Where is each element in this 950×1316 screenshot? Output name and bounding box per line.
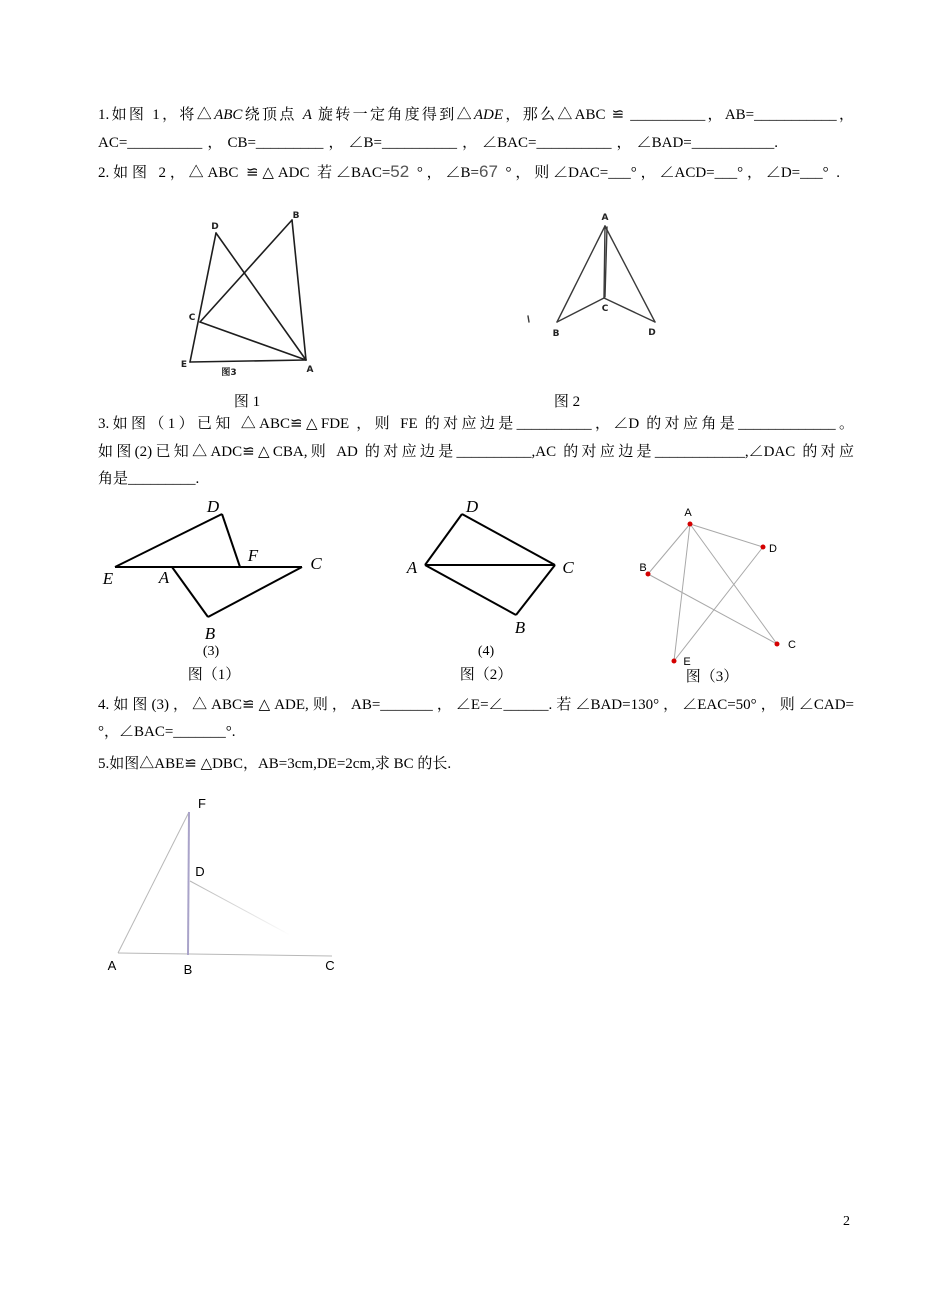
figure-q3-3-segment-bc xyxy=(648,574,777,644)
figure-q3-1-segment-ab xyxy=(172,567,208,617)
question-3-line-3: 角是_________. xyxy=(98,471,200,487)
figure-q3-2-label-c: C xyxy=(562,558,574,577)
figure-q3-1-label-f: F xyxy=(247,546,259,565)
figure-2-segment-ad xyxy=(605,226,655,322)
figure-5-label-f: F xyxy=(198,796,206,811)
figure-5-segment-fb xyxy=(188,812,189,955)
figure-2-segment-cd xyxy=(601,298,655,322)
figure-q3-3 xyxy=(639,507,796,668)
figure-1-segment-ab xyxy=(292,220,306,360)
figure-5-label-b: B xyxy=(183,962,193,977)
q1-vertex-a: A xyxy=(302,107,312,123)
figure-5-label-d: D xyxy=(195,864,205,879)
q1-text: 绕顶点 xyxy=(242,107,303,123)
figure-q3-1-subcaption: (3) xyxy=(202,644,220,659)
figure-q3-1-segment-bc xyxy=(208,567,302,617)
figure-q3-1-caption: 图（1） xyxy=(187,667,241,683)
figure-5-segment-af xyxy=(118,812,189,953)
figure-q3-3-segment-ab xyxy=(648,524,690,574)
figure-1-caption: 图 1 xyxy=(233,394,261,410)
q2-angle-bac-value: 52 xyxy=(390,162,410,181)
figure-1-segment-ad xyxy=(216,233,306,360)
q2-text: °，∠B= xyxy=(409,165,480,181)
figure-q3-1-label-c: C xyxy=(310,554,322,573)
question-3-line-2: 如图(2)已知△ADC≌△CBA,则 AD 的对应边是__________,AC 的对应边是____________,∠DAC 的对应 xyxy=(98,444,854,460)
figure-q3-3-label-a: A xyxy=(684,507,692,519)
figure-1-label-d: D xyxy=(211,222,219,232)
figure-1-segment-ea xyxy=(190,360,306,362)
figure-q3-1-label-e: E xyxy=(102,569,114,588)
figure-q3-2-segment-dc xyxy=(462,514,555,565)
question-1-line-2: AC=__________，CB=_________，∠B=__________，∠BAC=__________，∠BAD=___________. xyxy=(98,135,778,151)
figure-1-segment-ca xyxy=(200,322,306,360)
q1-triangle-ade: ADE xyxy=(473,107,504,123)
figure-2-label-a: A xyxy=(601,213,609,223)
figure-2-label-b: B xyxy=(552,329,560,339)
figure-5 xyxy=(108,796,335,977)
figure-q3-1 xyxy=(102,497,323,643)
figure-1-label-e: E xyxy=(180,360,188,370)
question-4-line-2: °，∠BAC=_______°. xyxy=(98,724,236,740)
figure-q3-2-label-a: A xyxy=(406,558,418,577)
figure-2-label-d: D xyxy=(648,328,656,338)
figure-5-segment-ac xyxy=(118,953,332,956)
q1-text: ，那么△ABC ≌ __________，AB=___________， xyxy=(503,107,854,123)
figure-q3-3-segment-ad xyxy=(690,524,763,547)
q2-angle-b-value: 67 xyxy=(479,162,498,181)
q2-text: °，则∠DAC=___°，∠ACD=___°，∠D=___° . xyxy=(497,165,841,181)
figure-1-inner-caption: 图3 xyxy=(221,368,237,378)
figure-q3-3-point-a xyxy=(688,522,693,527)
figure-2-stray-mark xyxy=(528,316,529,322)
question-4-line-1: 4.如图(3)，△ABC≌△ADE,则，AB=_______，∠E=∠______.若∠BAD=130°，∠EAC=50°，则∠CAD= xyxy=(98,697,854,713)
figure-q3-2-segment-bc xyxy=(516,565,555,615)
figure-q3-3-label-c: C xyxy=(788,639,796,651)
page-number: 2 xyxy=(843,1214,850,1229)
figure-q3-1-label-a: A xyxy=(158,568,170,587)
figure-q3-3-label-e: E xyxy=(683,656,691,668)
figure-q3-3-caption: 图（3） xyxy=(685,669,739,685)
figure-q3-2-segment-ab xyxy=(425,565,516,615)
figure-q3-3-point-c xyxy=(775,642,780,647)
figure-q3-2-caption: 图（2） xyxy=(459,667,513,683)
figure-q3-3-label-d: D xyxy=(769,543,777,555)
q2-text: 2.如图 2，△ABC ≌△ADC 若∠BAC= xyxy=(98,165,391,181)
figure-q3-1-segment-ed xyxy=(115,514,222,567)
figure-q3-2 xyxy=(406,497,575,637)
figure-2-caption: 图 2 xyxy=(553,394,581,410)
question-3-line-1: 3.如图（1）已知 △ABC≌△FDE ，则 FE 的对应边是__________，∠D 的对应角是_____________。 xyxy=(98,416,854,432)
figure-q3-2-subcaption: (4) xyxy=(477,644,495,659)
figure-2-segment-bc xyxy=(557,298,604,322)
figure-q3-1-label-b: B xyxy=(204,624,216,643)
figure-q3-3-point-e xyxy=(672,659,677,664)
question-5-line: 5.如图△ABE≌ △DBC，AB=3cm,DE=2cm,求 BC 的长. xyxy=(98,756,452,772)
q1-text: 1.如图 1，将△ xyxy=(98,107,215,123)
figure-5-label-c: C xyxy=(325,958,335,973)
figure-5-label-a: A xyxy=(107,958,117,973)
figure-q3-2-segment-ad xyxy=(425,514,462,565)
figure-1-segment-bc xyxy=(200,220,292,322)
figure-1-label-a: A xyxy=(306,365,314,375)
figure-2-segment-ab xyxy=(557,226,605,322)
figure-1-label-b: B xyxy=(292,211,300,221)
figure-2 xyxy=(528,213,656,339)
figure-q3-2-label-b: B xyxy=(514,618,526,637)
figure-1-label-c: C xyxy=(188,313,196,323)
q1-triangle-abc: ABC xyxy=(214,107,243,123)
figure-q3-1-label-d: D xyxy=(206,497,220,516)
figure-q3-3-label-b: B xyxy=(639,562,647,574)
figure-q3-1-segment-df xyxy=(222,514,240,567)
figure-1-segment-de xyxy=(190,233,216,362)
figure-2-label-c: C xyxy=(601,304,609,314)
q1-text: 旋转一定角度得到△ xyxy=(311,107,474,123)
figure-1 xyxy=(181,211,314,378)
figure-5-segment-dc xyxy=(190,881,290,935)
figure-q3-3-point-d xyxy=(761,545,766,550)
figure-q3-2-label-d: D xyxy=(465,497,479,516)
